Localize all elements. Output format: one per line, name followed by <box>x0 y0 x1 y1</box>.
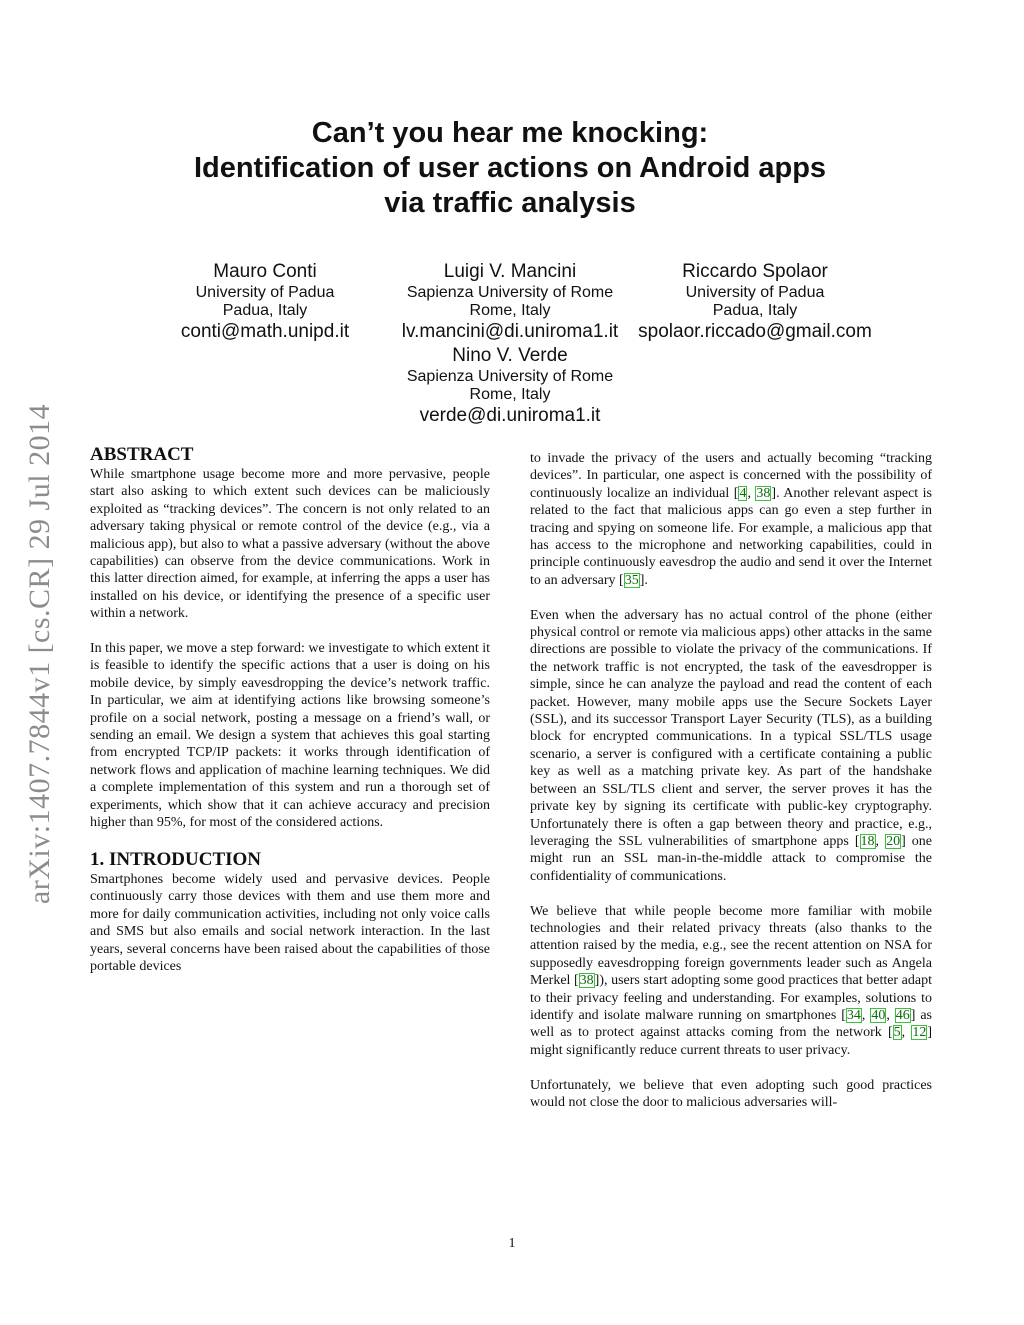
right-column <box>530 450 932 1129</box>
arxiv-stamp <box>20 376 60 932</box>
author-affiliation: University of Padua <box>685 284 825 301</box>
title-line-2: Identification of user actions on Android apps <box>193 152 827 184</box>
abstract-paragraph: In this paper, we move a step forward: we investigate to which extent it is feasible to identify the specific actions that a user is doing on his mobile device, by simply eavesdropping the device’s network traffic. In particular, we aim at identifying actions like browsing someone’s profile on a social network, posting a message on a friend’s wall, or sending an email. We design a system that achieves this goal starting from encrypted TCP/IP packets: it works through identification of network flows and application of machine learning techniques. We did a complete implementation of this system and run a thorough set of experiments, which show that it can achieve accuracy and precision higher than 95%, for most of the considered actions. <box>90 641 490 831</box>
introduction-paragraph: Smartphones become widely used and pervasive devices. People continuously carry those devices with them and use them more and more for daily communication activities, including not only voice calls and SMS but also emails and social network interaction. In the last years, several concerns have been raised about the capabilities of those portable devices <box>90 871 490 974</box>
citation-link[interactable]: 34 <box>846 1007 861 1023</box>
body-paragraph: to invade the privacy of the users and actually becoming “tracking devices”. In particular, one aspect is concerned with the possibility of continuously localize an individual [4, 38]. Another relevant aspect is related to the fact that malicious apps can go even a step further in tracing and spying on someone life. For example, a malicious app that has access to the microphone and networking capabilities, could in principle continuously eavesdrop the audio and send it over the Internet to an adversary [35]. <box>530 451 933 588</box>
citation-link[interactable]: 38 <box>756 485 771 501</box>
citation-link[interactable]: 4 <box>739 485 747 501</box>
citation-link[interactable]: 46 <box>895 1007 910 1023</box>
author-name: Luigi V. Mancini <box>443 261 577 282</box>
introduction-heading: 1. INTRODUCTION <box>90 848 262 870</box>
abstract-paragraph: While smartphone usage become more and more pervasive, people start also asking to which extent such devices can be maliciously exploited as “tracking devices”. The concern is not only related to an adversary taking physical or remote control of the device (e.g., via a malicious app), but also to what a passive adversary (without the above capabilities) can observe from the device communications. Work in this latter direction aimed, for example, at inferring the apps a user has installed on his device, or identifying the presence of a specific user within a network. <box>90 467 490 622</box>
author-email: spolaor.riccado@gmail.com <box>638 321 872 342</box>
page-number: 1 <box>508 1236 516 1251</box>
paper-title <box>120 116 900 221</box>
author-location: Padua, Italy <box>222 302 308 319</box>
author-affiliation: University of Padua <box>195 284 335 301</box>
title-line-1: Can’t you hear me knocking: <box>311 117 709 149</box>
citation-link[interactable]: 40 <box>871 1007 886 1023</box>
author-location: Rome, Italy <box>469 302 551 319</box>
title-line-3: via traffic analysis <box>384 187 636 219</box>
author-name: Mauro Conti <box>213 261 317 282</box>
author-location: Rome, Italy <box>469 386 551 403</box>
author-block-3 <box>610 260 900 344</box>
citation-link[interactable]: 20 <box>886 833 901 849</box>
author-name: Nino V. Verde <box>452 345 568 366</box>
body-paragraph: Even when the adversary has no actual control of the phone (either physical control or remote via malicious apps) other attacks in the same directions are possible to violate the privacy of the communications. If the network traffic is not encrypted, the task of the eavesdropper is simple, since he can analyze the payload and read the content of each packet. However, many mobile apps use the Secure Sockets Layer (SSL), and its successor Transport Layer Security (TLS), as a building block for encrypted communications. In a typical SSL/TLS usage scenario, a server is configured with a certificate containing a public key as well as a matching private key. As part of the handshake between an SSL/TLS client and server, the server proves it has the private key by signing its certificate with public-key cryptography. Unfortunately there is often a gap between theory and practice, e.g., leveraging the SSL vulnerabilities of smartphone apps [18, 20] one might run an SSL man-in-the-middle attack to compromise the confidentiality of communications. <box>530 607 932 884</box>
arxiv-identifier: arXiv:1407.7844v1 [cs.CR] 29 Jul 2014 <box>23 403 57 905</box>
author-email: lv.mancini@di.uniroma1.it <box>401 321 619 342</box>
citation-link[interactable]: 18 <box>860 833 875 849</box>
citation-link[interactable]: 38 <box>579 973 594 989</box>
author-location: Padua, Italy <box>712 302 798 319</box>
author-block-4 <box>365 344 655 428</box>
citation-link[interactable]: 5 <box>893 1025 901 1041</box>
author-email: conti@math.unipd.it <box>180 321 350 342</box>
citation-link[interactable]: 12 <box>912 1025 927 1041</box>
author-affiliation: Sapienza University of Rome <box>406 284 614 301</box>
left-column <box>90 444 490 993</box>
author-affiliation: Sapienza University of Rome <box>406 368 614 385</box>
abstract-heading: ABSTRACT <box>90 444 194 465</box>
citation-link[interactable]: 35 <box>624 572 639 588</box>
body-paragraph: We believe that while people become more familiar with mobile technologies and their related privacy threats (also thanks to the attention raised by the media, e.g., see the recent attention on NSA for supposedly eavesdropping foreign governments leader such as Angela Merkel [38]), users start adopting some good practices that better adapt to their privacy feeling and understanding. For examples, solutions to identify and isolate malware running on smartphones [34, 40, 46] as well as to protect against attacks coming from the network [5, 12] might significantly reduce current threats to user privacy. <box>530 903 932 1058</box>
author-name: Riccardo Spolaor <box>682 261 828 282</box>
author-email: verde@di.uniroma1.it <box>419 405 601 426</box>
body-paragraph: Unfortunately, we believe that even adopting such good practices would not close the door to malicious adversaries will- <box>530 1077 932 1110</box>
